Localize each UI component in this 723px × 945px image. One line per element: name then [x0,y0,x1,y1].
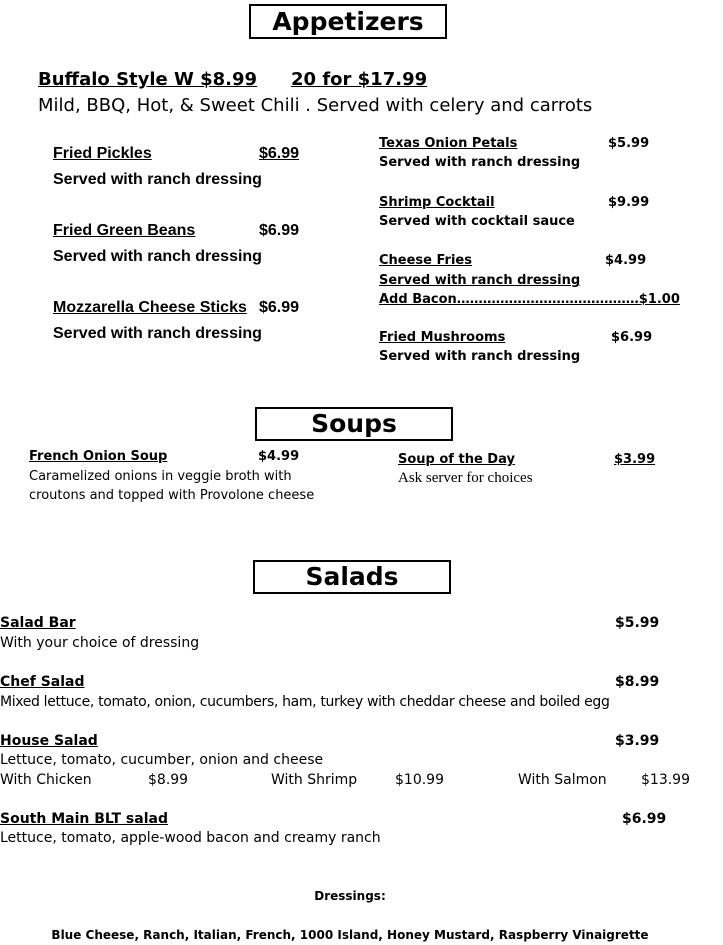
option-price: $8.99 [148,772,189,788]
item-price: $6.99 [622,811,667,827]
item-description: Served with ranch dressing [379,273,581,288]
add-bacon-option: Add Bacon……………………………………$1.00 [379,292,680,307]
buffalo-description: Mild, BBQ, Hot, & Sweet Chili . Served with celery and carrots [38,95,593,116]
option-price: $13.99 [641,772,690,788]
item-name: Fried Pickles [53,145,152,162]
item-price: $6.99 [259,299,300,316]
item-price: $4.99 [605,253,647,268]
item-description: Served with ranch dressing [379,155,581,170]
item-name: Texas Onion Petals [379,136,518,151]
item-price: $4.99 [258,449,300,464]
item-name: Mozzarella Cheese Sticks [53,299,247,316]
item-price: $6.99 [611,330,653,345]
item-description: Served with ranch dressing [53,248,262,265]
item-description: Served with ranch dressing [379,349,581,364]
item-name: Chef Salad [0,674,85,690]
dressings-list: Blue Cheese, Ranch, Italian, French, 1000 Island, Honey Mustard, Raspberry Vinaigrette [51,928,649,942]
buffalo-20-price: 20 for $17.99 [291,69,428,90]
item-name: Shrimp Cocktail [379,195,495,210]
item-name: French Onion Soup [29,449,168,464]
item-description: Caramelized onions in veggie broth with [29,469,292,484]
item-name: Salad Bar [0,615,76,631]
buffalo-style-price: Buffalo Style W $8.99 [38,69,258,90]
item-price: $3.99 [614,452,656,467]
item-description: croutons and topped with Provolone cheese [29,488,315,503]
item-description: Lettuce, tomato, apple-wood bacon and creamy ranch [0,830,381,846]
item-price: $9.99 [608,195,650,210]
item-price: $8.99 [615,674,660,690]
soups-heading: Soups [255,407,453,441]
item-description: Mixed lettuce, tomato, onion, cucumbers, ham, turkey with cheddar cheese and boiled egg [0,694,610,710]
item-price: $6.99 [259,222,300,239]
item-price: $5.99 [608,136,650,151]
salads-heading: Salads [253,560,451,594]
item-price: $3.99 [615,733,660,749]
dressings-label: Dressings: [314,889,386,903]
item-name: Cheese Fries [379,253,472,268]
item-name: South Main BLT salad [0,811,168,827]
item-description: Served with ranch dressing [53,325,262,342]
item-name: House Salad [0,733,98,749]
item-name: Fried Green Beans [53,222,196,239]
option-label: With Shrimp [271,772,358,788]
item-description: Served with cocktail sauce [379,214,575,229]
option-price: $10.99 [395,772,444,788]
appetizers-heading: Appetizers [249,4,447,39]
item-description: Ask server for choices [398,470,533,486]
item-price: $6.99 [259,145,300,162]
item-price: $5.99 [615,615,660,631]
item-description: Lettuce, tomato, cucumber, onion and cheese [0,752,324,768]
option-label: With Chicken [0,772,92,788]
item-description: With your choice of dressing [0,635,200,651]
item-name: Soup of the Day [398,452,515,467]
item-name: Fried Mushrooms [379,330,506,345]
option-label: With Salmon [518,772,607,788]
item-description: Served with ranch dressing [53,171,262,188]
